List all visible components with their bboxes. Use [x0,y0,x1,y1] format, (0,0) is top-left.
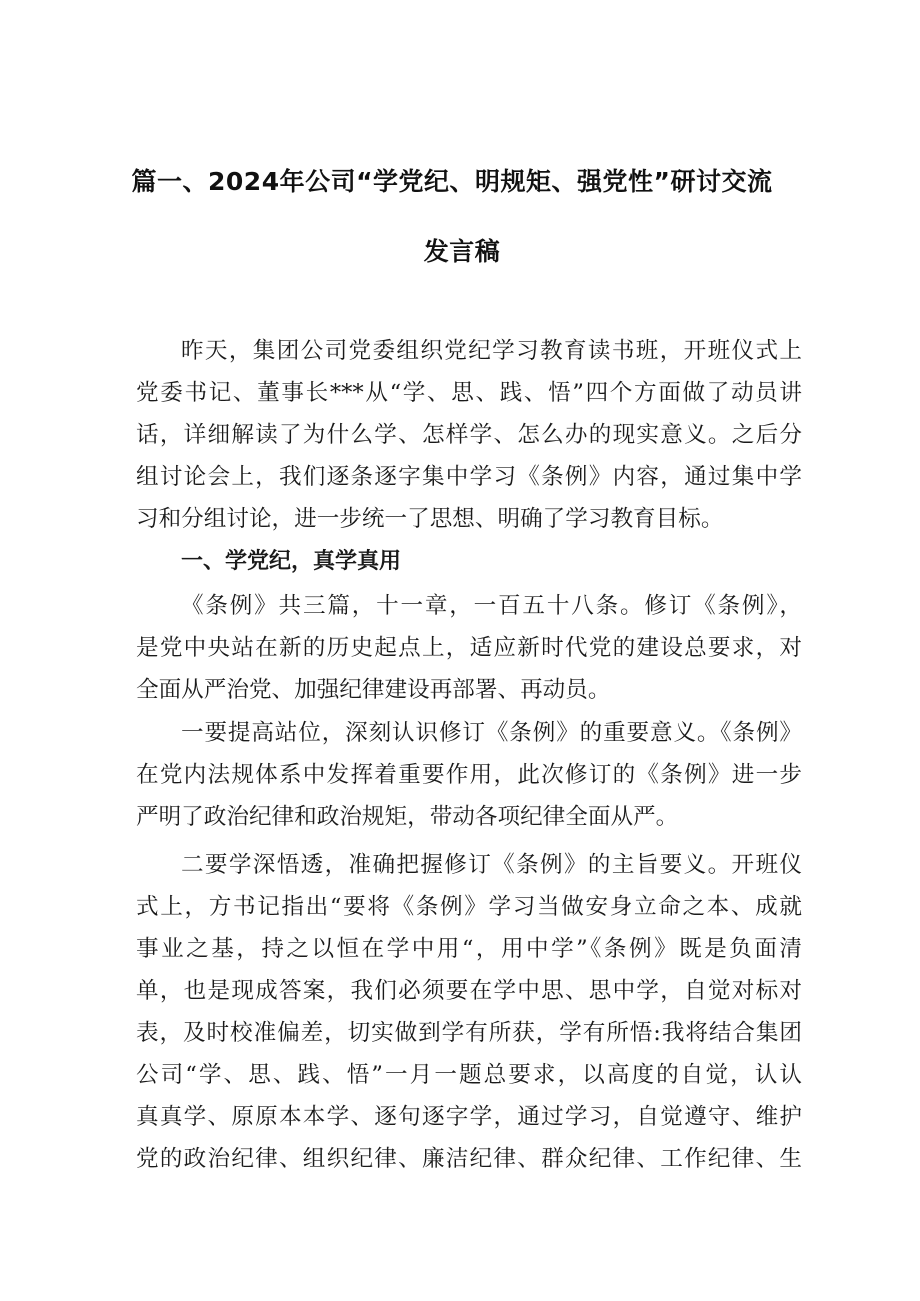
text-line: 是党中央站在新的历史起点上，适应新时代党的建设总要求，对 [136,635,802,661]
text-line: 组讨论会上，我们逐条逐字集中学习《条例》内容，通过集中学 [136,464,802,490]
text-line: 表，及时校准偏差，切实做到学有所获，学有所悟:我将结合集团 [136,1020,802,1046]
text-line: 一要提高站位，深刻认识修订《条例》的重要意义。《条例》 [181,720,802,746]
text-line: 习和分组讨论，进一步统一了思想、明确了学习教育目标。 [136,506,724,532]
text-line: 公司“学、思、践、悟”一月一题总要求，以高度的自觉，认认 [136,1062,802,1088]
text-line: 在党内法规体系中发挥着重要作用，此次修订的《条例》进一步 [136,762,802,788]
text-line: 严明了政治纪律和政治规矩，带动各项纪律全面从严。 [136,804,679,830]
text-line: 话，详细解读了为什么学、怎样学、怎么办的现实意义。之后分 [136,422,802,448]
text-line: 党的政治纪律、组织纪律、廉洁纪律、群众纪律、工作纪律、生 [136,1146,802,1172]
document-title-line-1: 篇一、2024年公司“学党纪、明规矩、强党性”研讨交流 [131,167,773,196]
paragraph-point-two [136,844,802,1180]
text-line: 二要学深悟透，准确把握修订《条例》的主旨要义。开班仪 [181,852,802,878]
text-line: 昨天，集团公司党委组织党纪学习教育读书班，开班仪式上 [181,338,802,364]
paragraph-regulation-overview [136,585,802,711]
text-line: 真真学、原原本本学、逐句逐字学，通过学习，自觉遵守、维护 [136,1104,802,1130]
text-line: 单，也是现成答案，我们必须要在学中思、思中学，自觉对标对 [136,978,802,1004]
text-line: 事业之基，持之以恒在学中用“，用中学”《条例》既是负面清 [136,936,802,962]
section-heading [136,541,802,583]
text-line: 全面从严治党、加强纪律建设再部署、再动员。 [136,677,611,703]
paragraph-point-one [136,712,802,838]
document-title-line-2: 发言稿 [423,237,501,266]
heading-text: 一、学党纪，真学真用 [181,549,402,574]
text-line: 式上，方书记指出“要将《条例》学习当做安身立命之本、成就 [136,894,802,920]
text-line: 党委书记、董事长***从“学、思、践、悟”四个方面做了动员讲 [136,380,802,406]
text-line: 《条例》共三篇，十一章，一百五十八条。修订《条例》， [181,593,802,619]
paragraph-intro [136,330,802,540]
